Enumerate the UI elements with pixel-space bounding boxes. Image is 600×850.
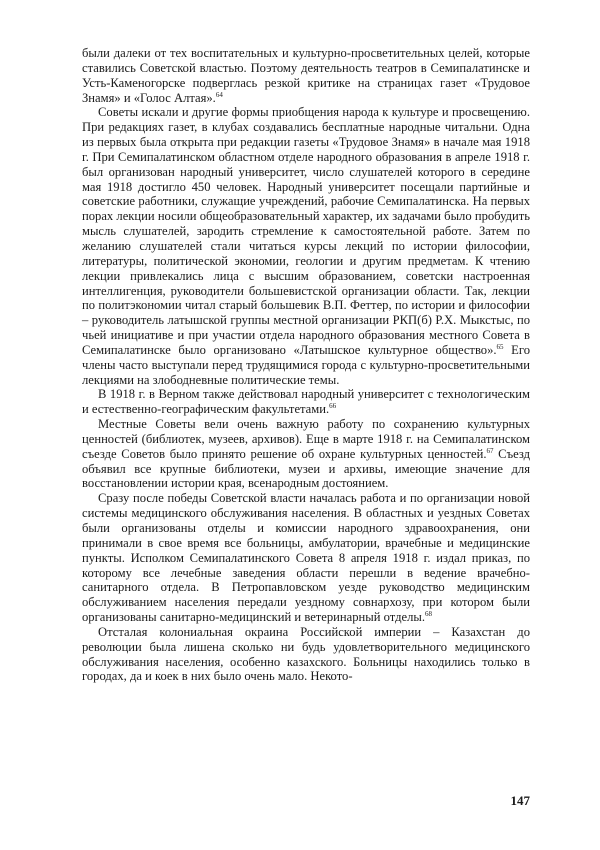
paragraph-3: В 1918 г. в Верном также действовал народный университет с технологическим и естественно-географическим факультетами.$^{66}$ — [82, 387, 530, 417]
paragraph-1: были далеки от тех воспитательных и культурно-просветительных целей, которые ставились Советской властью. Поэтому деятельность театров в Семипалатинске и Усть-Каменогорске подверглась резкой критике на страницах газет «Трудовое Знамя» и «Голос Алтая».$^{64}$ — [82, 46, 530, 105]
footnote-ref-64: 64 — [215, 90, 223, 99]
paragraph-5: Сразу после победы Советской власти началась работа и по организации новой системы медицинского обслуживания населения. В областных и уездных Советах были организованы отделы и комиссии народного здравоохранения, они принимали в свое время все больницы, амбулатории, врачебные и медицинские пункты. Исполком Семипалатинского Совета 8 апреля 1918 г. издал приказ, по которому все лечебные заведения области перешли в ведение врачебно-санитарного отдела. В Петропавловском уезде руководство медицинским обслуживанием населения передали уездному совнархозу, при котором были организованы санитарно-медицинский и ветеринарный отделы.$^{68}$ — [82, 491, 530, 625]
footnote-ref-68: 68 — [424, 609, 432, 618]
footnote-ref-66: 66 — [329, 402, 337, 411]
paragraph-2: Советы искали и другие формы приобщения народа к культуре и просвещению. При редакциях газет, в клубах создавались бесплатные народные читальни. Одна из первых была открыта при редакции газеты «Трудовое Знамя» в начале мая 1918 г. При Семипалатинском областном отделе народного образования в апреле 1918 г. был организован народный университет, число слушателей которого в середине мая 1918 достигло 450 человек. Народный университет посещали партийные и советские работники, служащие учреждений, рабочие Семипалатинска. На первых порах лекции носили общеобразовательный характер, их задачами было пробудить мысль слушателей, зародить стремление к самостоятельной работе. Затем по желанию слушателей стали читаться курсы лекций по истории философии, литературы, политической экономии, геологии и другим предметам. К чтению лекции привлекались лица с высшим образованием, советски настроенная интеллигенция, руководители большевистской организации области. Так, лекции по политэкономии читал старый большевик В.П. Феттер, по истории и философии – руководитель латышской группы местной организации РКП(б) Р.Х. Мыкстыс, по чьей инициативе и при участии отдела народного образования местного Совета в Семипалатинске было организовано «Латышское культурное общество».$^{65}$ Его члены часто выступали перед трудящимися города с культурно-просветительными лекциями на злободневные политические темы. — [82, 105, 530, 387]
paragraph-4: Местные Советы вели очень важную работу по сохранению культурных ценностей (библиотек, музеев, архивов). Еще в марте 1918 г. на Семипалатинском съезде Советов было принято решение об охране культурных ценностей.$^{67}$ Съезд объявил все крупные библиотеки, музеи и архивы, имеющие значение для восстановлении истории края, всенародным достоянием. — [82, 417, 530, 491]
page-number: 147 — [510, 793, 530, 808]
footnote-ref-65: 65 — [496, 342, 504, 351]
paragraph-6: Отсталая колониальная окраина Российской империи – Казахстан до революции была лишена сколько ни будь удовлетворительного медицинского обслуживания населения, особенно казахского. Больницы находились только в городах, да и коек в них было очень мало. Некото- — [82, 624, 530, 684]
body-text — [82, 46, 530, 684]
footnote-ref-67: 67 — [486, 446, 494, 455]
